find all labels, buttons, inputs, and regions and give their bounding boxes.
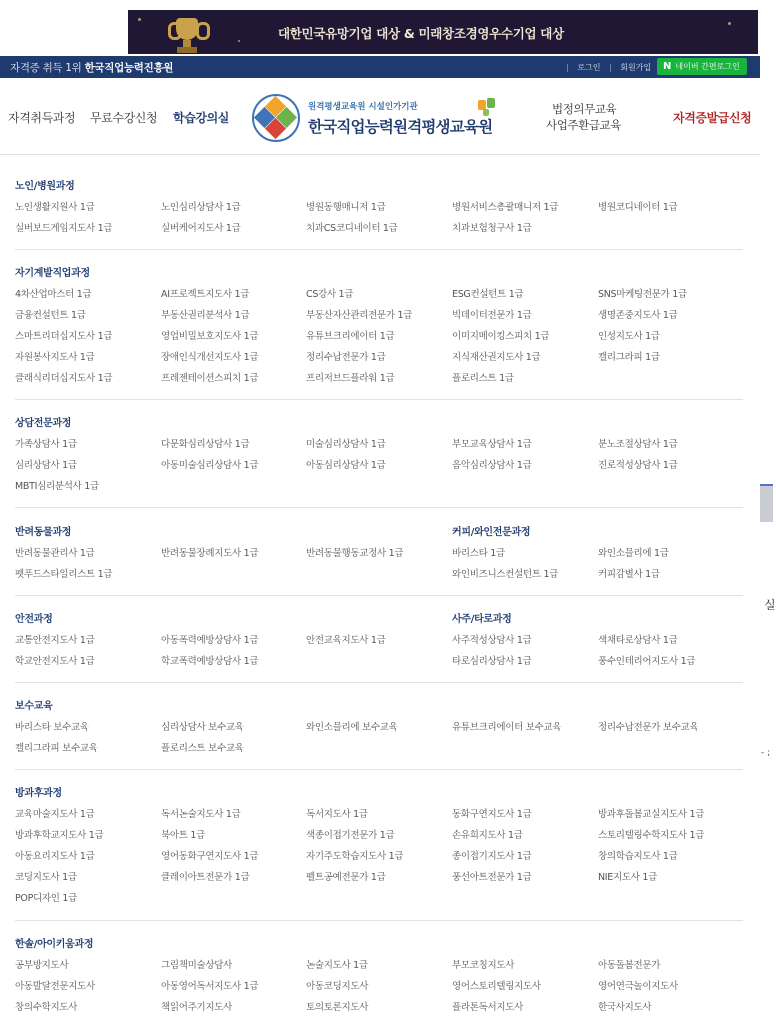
course-link[interactable]: 한국사지도사 [598,1002,652,1013]
course-link[interactable]: 클레이아트전문가 1급 [161,872,250,883]
course-link[interactable]: 반려동물관리사 1급 [15,548,95,559]
course-link[interactable]: 노인심리상담사 1급 [161,202,241,213]
naver-login-button[interactable] [657,58,747,75]
course-link[interactable]: 교육마술지도사 1급 [15,809,95,820]
course-link[interactable]: 반려동물행동교정사 1급 [306,548,404,559]
nav-cert-issue[interactable]: 자격증발급신청 [673,111,752,125]
course-link[interactable]: 인성지도사 1급 [598,331,660,342]
course-link[interactable]: 다문화심리상담사 1급 [161,439,250,450]
award-banner[interactable] [128,10,758,54]
course-link[interactable]: AI프로젝트지도사 1급 [161,289,250,300]
section-title: 방과후과정 [15,788,62,799]
course-link[interactable]: 영어연극놀이지도사 [598,981,678,992]
course-link[interactable]: 실버케어지도사 1급 [161,223,241,234]
course-link[interactable]: 방과후학교지도사 1급 [15,830,104,841]
course-link[interactable]: 영어스토리텔링지도사 [452,981,541,992]
course-link[interactable]: 부모코칭지도사 [452,960,515,971]
course-link[interactable]: 색종이접기전문가 1급 [306,830,395,841]
course-link[interactable]: 플로리스트 보수교육 [161,743,244,754]
course-link[interactable]: SNS마케팅전문가 1급 [598,289,687,300]
course-link[interactable]: 손유희지도사 1급 [452,830,523,841]
course-link[interactable]: 아동미술심리상담사 1급 [161,460,259,471]
course-link[interactable]: 동화구연지도사 1급 [452,809,532,820]
course-link[interactable]: 병원동행매니저 1급 [306,202,386,213]
logo-title: 한국직업능력원격평생교육원 [308,118,493,136]
sparkle-decor [238,40,240,42]
sparkle-decor [728,22,731,25]
section-title: 반려동물과정 [15,527,72,538]
main-header [0,78,760,155]
course-link[interactable]: 부동산권리분석사 1급 [161,310,250,321]
section-divider [15,682,743,683]
course-link[interactable]: 아동발달전문지도사 [15,981,95,992]
section-title: 상담전문과정 [15,418,72,429]
section-divider [15,399,743,400]
sparkle-decor [138,18,141,21]
course-link[interactable]: 종이접기지도사 1급 [452,851,532,862]
nav-legal-edu[interactable]: 법정의무교육 [552,102,617,116]
course-link[interactable]: 유튜브크리에이터 1급 [306,331,395,342]
course-link[interactable]: 빅데이터전문가 1급 [452,310,532,321]
course-link[interactable]: POP디자인 1급 [15,893,78,904]
tagline-prefix: 자격증 취득 1위 [10,62,85,74]
course-link[interactable]: 토의토론지도사 [306,1002,369,1013]
course-link[interactable]: 영업비밀보호지도사 1급 [161,331,259,342]
course-link[interactable]: 논술지도사 1급 [306,960,368,971]
course-link[interactable]: 스토리텔링수학지도사 1급 [598,830,705,841]
course-link[interactable]: 진로적성상담사 1급 [598,460,678,471]
tagline [10,60,173,75]
side-scrollbar[interactable] [760,486,773,522]
course-menu-panel [0,155,758,1035]
course-link[interactable]: 학교폭력예방상담사 1급 [161,656,259,667]
course-link[interactable]: 스마트리더십지도사 1급 [15,331,113,342]
course-link[interactable]: 아동심리상담사 1급 [306,460,386,471]
course-link[interactable]: 병원코디네이터 1급 [598,202,678,213]
course-link[interactable]: 아동요리지도사 1급 [15,851,95,862]
course-link[interactable]: 바리스타 1급 [452,548,505,559]
course-link[interactable]: 와인소믈리에 1급 [598,548,669,559]
course-link[interactable]: 와인소믈리에 보수교육 [306,722,398,733]
course-link[interactable]: 독서논술지도사 1급 [161,809,241,820]
course-link[interactable]: 프레젠테이션스피치 1급 [161,373,259,384]
course-link[interactable]: 가족상담사 1급 [15,439,77,450]
section-title: 안전과정 [15,614,53,625]
course-link[interactable]: NIE지도사 1급 [598,872,657,883]
course-link[interactable]: 공부방지도사 [15,960,69,971]
course-link[interactable]: 장애인식개선지도사 1급 [161,352,259,363]
course-link[interactable]: MBTI심리분석사 1급 [15,481,99,492]
naver-icon: N [663,61,672,72]
logo-emblem-icon [252,94,300,142]
tagline-brand: 한국직업능력진흥원 [84,62,174,74]
course-link[interactable]: 타로심리상담사 1급 [452,656,532,667]
banner-text: 대한민국유망기업 대상 & 미래창조경영우수기업 대상 [278,26,564,41]
section-divider [15,507,743,508]
course-link[interactable]: 프리저브드플라워 1급 [306,373,395,384]
course-link[interactable]: 음악심리상담사 1급 [452,460,532,471]
course-link[interactable]: 풍수인테리어지도사 1급 [598,656,696,667]
course-link[interactable]: 분노조절상담사 1급 [598,439,678,450]
section-title: 사주/타로과정 [452,614,512,625]
naver-login-label: 네이버 간편로그인 [675,62,740,71]
course-link[interactable]: 치과CS코디네이터 1급 [306,223,398,234]
course-link[interactable]: 아동영어독서지도사 1급 [161,981,259,992]
section-divider [15,249,743,250]
course-link[interactable]: 풍선아트전문가 1급 [452,872,532,883]
course-link[interactable]: 교통안전지도사 1급 [15,635,95,646]
course-link[interactable]: 색채타로상담사 1급 [598,635,678,646]
course-link[interactable]: 정리수납전문가 1급 [306,352,386,363]
course-link[interactable]: 영어동화구연지도사 1급 [161,851,259,862]
course-link[interactable]: 치과보험청구사 1급 [452,223,532,234]
side-peek-text-2: - ; [761,748,771,758]
course-link[interactable]: 코딩지도사 1급 [15,872,77,883]
course-link[interactable]: 독서지도사 1급 [306,809,368,820]
course-link[interactable]: 4차산업마스터 1급 [15,289,92,300]
course-link[interactable]: 아동코딩지도사 [306,981,369,992]
course-link[interactable]: 커피감별사 1급 [598,569,660,580]
section-title: 커피/와인전문과정 [452,527,531,538]
course-link[interactable]: 펠트공예전문가 1급 [306,872,386,883]
course-link[interactable]: 금융컨설턴트 1급 [15,310,86,321]
course-link[interactable]: 창의학습지도사 1급 [598,851,678,862]
nav-free-apply[interactable]: 무료수강신청 [90,111,158,125]
course-link[interactable]: 심리상담사 보수교육 [161,722,244,733]
course-link[interactable]: 노인생활지원사 1급 [15,202,95,213]
section-divider [15,920,743,921]
course-link[interactable]: 플로리스트 1급 [452,373,514,384]
course-link[interactable]: 플라톤독서지도사 [452,1002,524,1013]
course-link[interactable]: 와인비즈니스컨설턴트 1급 [452,569,559,580]
course-link[interactable]: 유튜브크리에이터 보수교육 [452,722,562,733]
course-link[interactable]: 북아트 1급 [161,830,205,841]
section-divider [15,769,743,770]
course-link[interactable]: 펫푸드스타일리스트 1급 [15,569,113,580]
course-link[interactable]: 바리스타 보수교육 [15,722,89,733]
course-link[interactable]: 미술심리상담사 1급 [306,439,386,450]
logo-blocks-icon [478,98,498,118]
section-title: 보수교육 [15,701,53,712]
login-link[interactable]: 로그인 [577,63,601,72]
signup-link[interactable]: 회원가입 [620,63,652,72]
course-link[interactable]: 안전교육지도사 1급 [306,635,386,646]
course-link[interactable]: 부모교육상담사 1급 [452,439,532,450]
course-link[interactable]: ESG컨설턴트 1급 [452,289,524,300]
course-link[interactable]: 아동폭력예방상담사 1급 [161,635,259,646]
course-link[interactable]: 병원서비스총괄매니저 1급 [452,202,559,213]
course-link[interactable]: 그림책미술상담사 [161,960,233,971]
top-banner [0,0,773,56]
nav-classroom[interactable]: 학습강의실 [173,111,229,125]
course-link[interactable]: 자원봉사지도사 1급 [15,352,95,363]
section-title: 한솔/아이키움과정 [15,939,94,950]
course-link[interactable]: 캘리그라피 1급 [598,352,660,363]
course-link[interactable]: 정리수납전문가 보수교육 [598,722,699,733]
course-link[interactable]: 반려동물장례지도사 1급 [161,548,259,559]
nav-employer-refund[interactable]: 사업주환급교육 [546,118,621,132]
course-link[interactable]: 부동산자산관리전문가 1급 [306,310,413,321]
section-title: 자기계발직업과정 [15,268,90,279]
course-link[interactable]: 아동돌봄전문가 [598,960,661,971]
course-link[interactable]: 자기주도학습지도사 1급 [306,851,404,862]
section-title: 노인/병원과정 [15,181,75,192]
trophy-icon [162,16,212,54]
course-link[interactable]: 방과후돌봄교실지도사 1급 [598,809,705,820]
course-link[interactable]: 클래식리더십지도사 1급 [15,373,113,384]
course-link[interactable]: 지식재산권지도사 1급 [452,352,541,363]
section-divider [15,595,743,596]
course-link[interactable]: 생명존중지도사 1급 [598,310,678,321]
logo-subtitle: 원격평생교육원 시설인가기관 [308,102,418,112]
account-links: | 로그인 | 회원가입 [566,63,652,72]
course-link[interactable]: 책읽어주기지도사 [161,1002,233,1013]
course-link[interactable]: 실버보드게임지도사 1급 [15,223,113,234]
course-link[interactable]: CS강사 1급 [306,289,354,300]
course-link[interactable]: 심리상담사 1급 [15,460,77,471]
side-peek-text: 실 [764,598,776,612]
course-link[interactable]: 이미지메이킹스피치 1급 [452,331,550,342]
course-link[interactable]: 학교안전지도사 1급 [15,656,95,667]
utility-bar [0,56,760,78]
course-link[interactable]: 사주적성상담사 1급 [452,635,532,646]
nav-cert-course[interactable]: 자격취득과정 [8,111,76,125]
course-link[interactable]: 창의수학지도사 [15,1002,78,1013]
course-link[interactable]: 캘리그라피 보수교육 [15,743,98,754]
